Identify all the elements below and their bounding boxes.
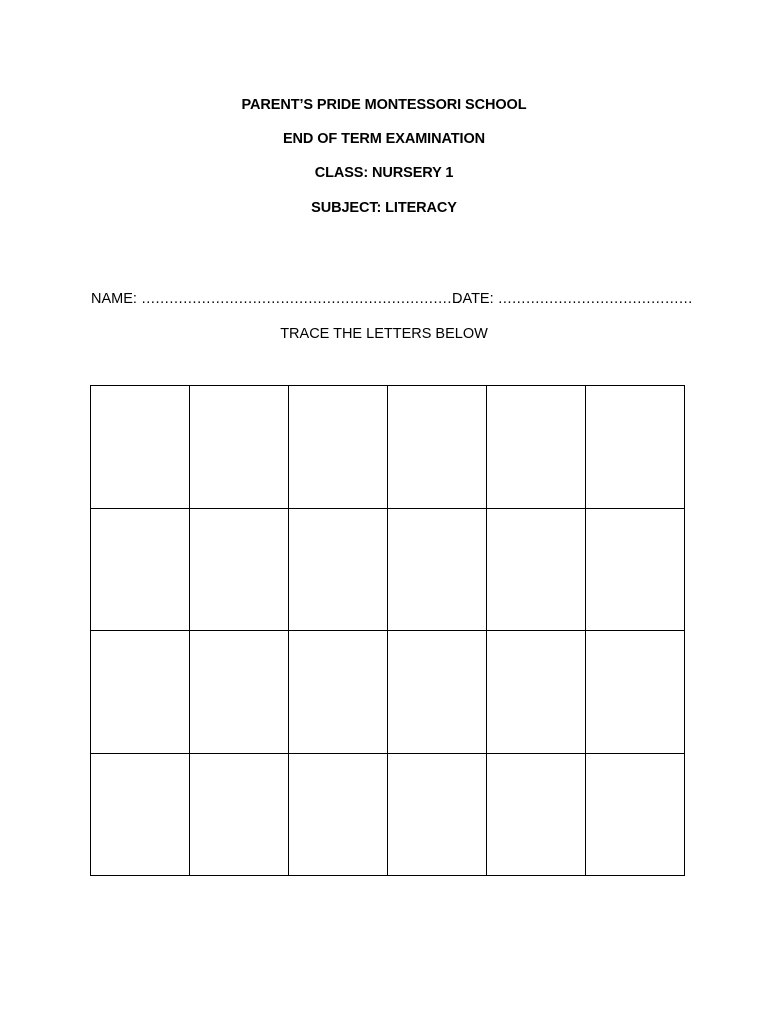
tracing-cell[interactable] <box>190 753 289 876</box>
grid-row <box>91 753 685 876</box>
tracing-cell[interactable] <box>289 631 388 754</box>
school-name: PARENT’S PRIDE MONTESSORI SCHOOL <box>241 97 527 113</box>
tracing-cell[interactable] <box>91 631 190 754</box>
name-field[interactable] <box>91 290 461 308</box>
tracing-cell[interactable] <box>487 386 586 509</box>
name-blank-line[interactable]: …………………………………………………………… <box>140 291 461 307</box>
tracing-cell[interactable] <box>487 753 586 876</box>
tracing-cell[interactable] <box>586 631 685 754</box>
date-field[interactable] <box>452 290 692 308</box>
date-label: DATE: <box>452 291 494 307</box>
tracing-cell[interactable] <box>586 508 685 631</box>
instruction-text: TRACE THE LETTERS BELOW <box>280 326 488 342</box>
tracing-cell[interactable] <box>586 386 685 509</box>
tracing-cell[interactable] <box>190 508 289 631</box>
tracing-cell[interactable] <box>190 631 289 754</box>
tracing-cell[interactable] <box>487 508 586 631</box>
class-line: CLASS: NURSERY 1 <box>314 165 454 181</box>
tracing-cell[interactable] <box>91 386 190 509</box>
subject-line: SUBJECT: LITERACY <box>311 200 457 216</box>
grid-row <box>91 386 685 509</box>
name-label: NAME: <box>91 291 137 307</box>
tracing-cell[interactable] <box>586 753 685 876</box>
date-blank-line[interactable]: …………………………………… <box>497 291 693 307</box>
grid-row <box>91 508 685 631</box>
tracing-cell[interactable] <box>388 631 487 754</box>
tracing-cell[interactable] <box>91 508 190 631</box>
tracing-cell[interactable] <box>289 753 388 876</box>
tracing-cell[interactable] <box>91 753 190 876</box>
tracing-cell[interactable] <box>388 386 487 509</box>
tracing-cell[interactable] <box>487 631 586 754</box>
tracing-cell[interactable] <box>289 508 388 631</box>
exam-title: END OF TERM EXAMINATION <box>282 131 486 147</box>
tracing-grid <box>90 385 685 876</box>
tracing-cell[interactable] <box>289 386 388 509</box>
tracing-grid-body <box>91 386 685 876</box>
tracing-cell[interactable] <box>190 386 289 509</box>
tracing-cell[interactable] <box>388 753 487 876</box>
grid-row <box>91 631 685 754</box>
tracing-cell[interactable] <box>388 508 487 631</box>
